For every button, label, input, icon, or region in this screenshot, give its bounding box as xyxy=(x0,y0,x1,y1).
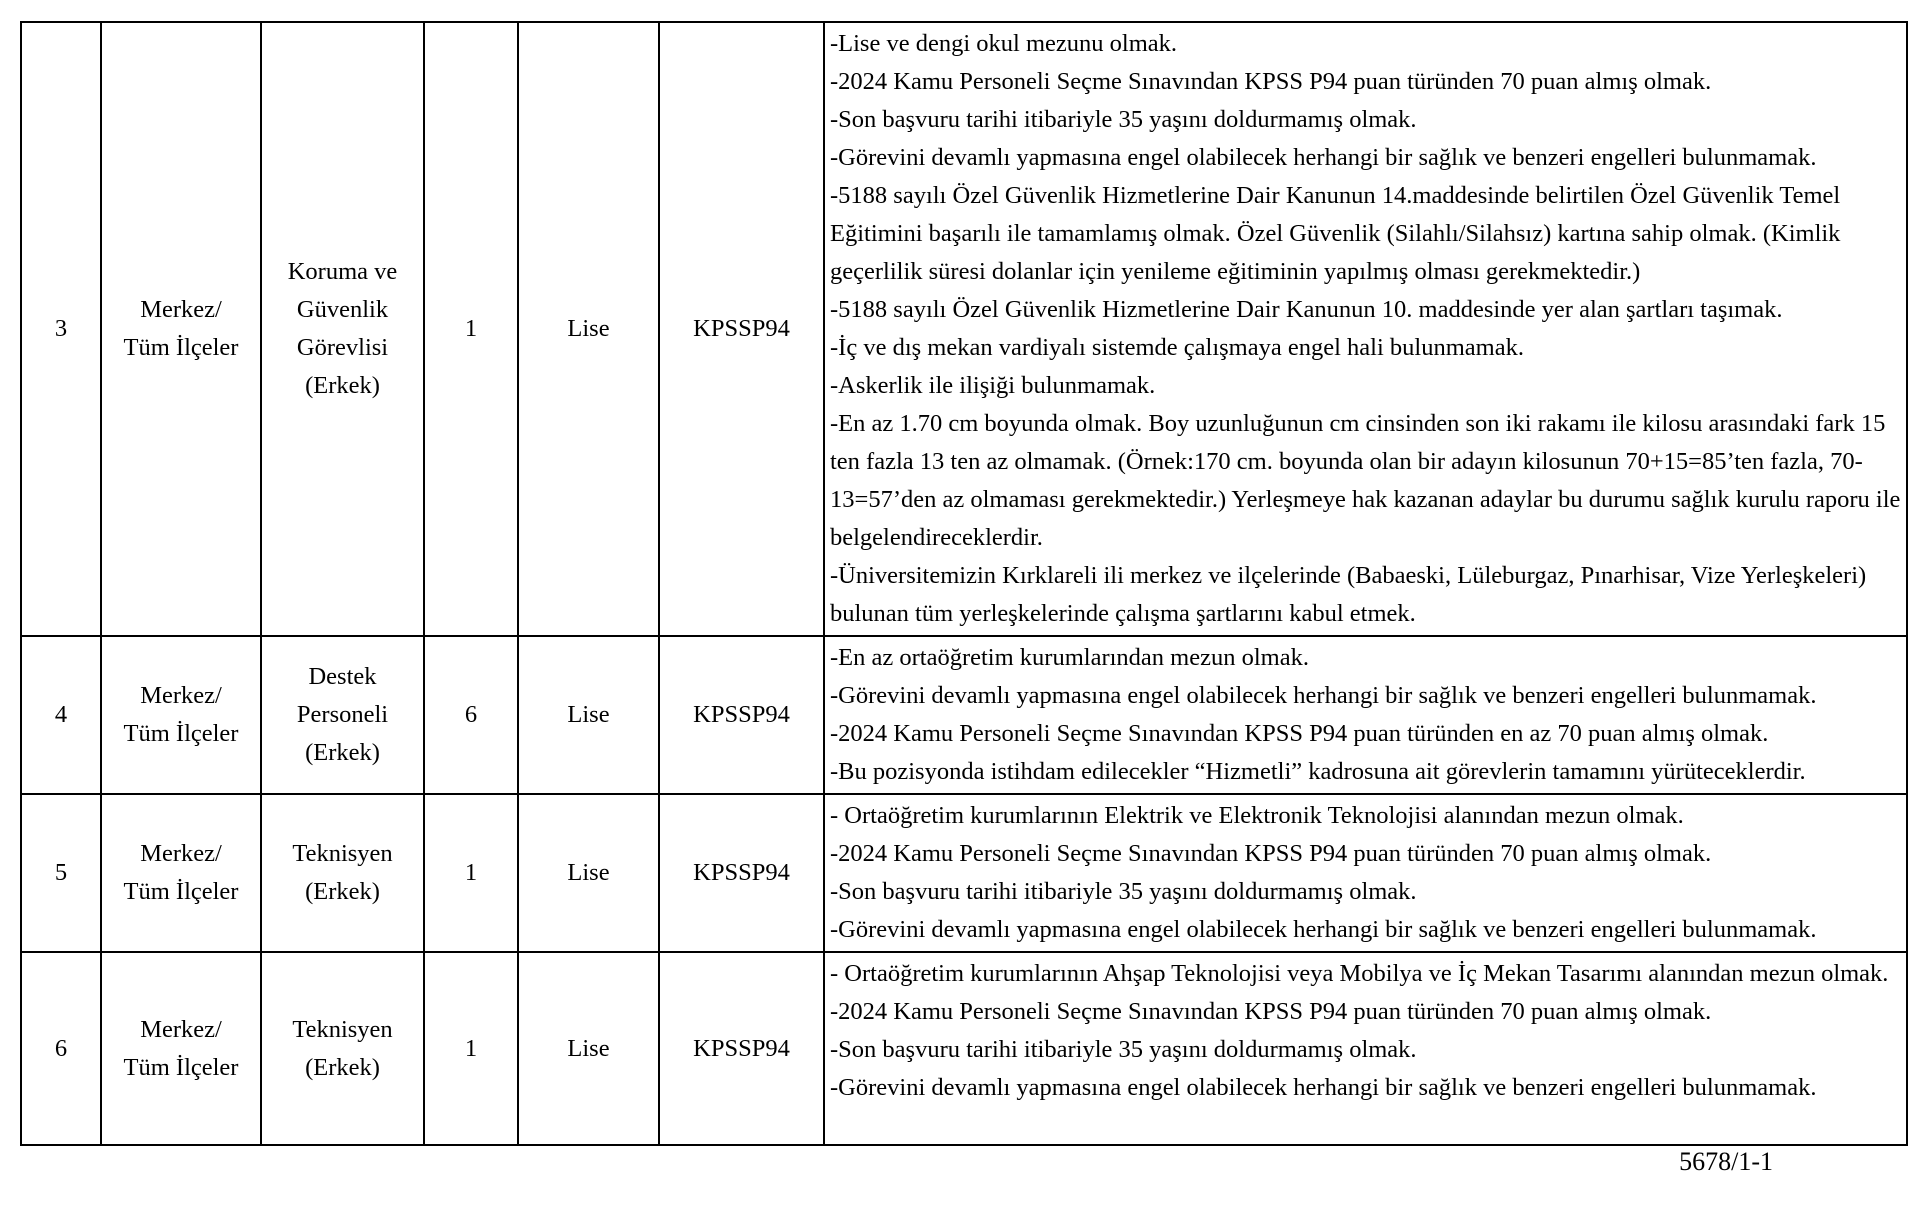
position-title-cell xyxy=(261,636,424,794)
location-cell xyxy=(101,952,261,1145)
location-cell xyxy=(101,636,261,794)
requirement-item: -Görevini devamlı yapmasına engel olabilecek herhangi bir sağlık ve benzeri engelleri bulunmamak. xyxy=(830,144,1817,171)
location-cell xyxy=(101,22,261,636)
position-title-line: (Erkek) xyxy=(305,739,380,766)
score-type: KPSSP94 xyxy=(659,952,824,1145)
position-title-line: Teknisyen xyxy=(292,840,393,867)
location-line: Merkez/ xyxy=(140,682,222,709)
requirements-cell xyxy=(824,794,1907,952)
requirement-item: -Görevini devamlı yapmasına engel olabilecek herhangi bir sağlık ve benzeri engelleri bulunmamak. xyxy=(830,916,1817,943)
position-title-line: (Erkek) xyxy=(305,878,380,905)
table-row xyxy=(21,22,1907,636)
requirement-item: - Ortaöğretim kurumlarının Ahşap Teknolojisi veya Mobilya ve İç Mekan Tasarımı alanından mezun olmak. xyxy=(830,960,1889,987)
table-row xyxy=(21,636,1907,794)
score-type: KPSSP94 xyxy=(659,22,824,636)
location-line: Merkez/ xyxy=(140,1015,222,1043)
requirement-item: -2024 Kamu Personeli Seçme Sınavından KPSS P94 puan türünden 70 puan almış olmak. xyxy=(830,68,1712,95)
requirement-item: -2024 Kamu Personeli Seçme Sınavından KPSS P94 puan türünden en az 70 puan almış olmak. xyxy=(830,720,1769,747)
location-line: Tüm İlçeler xyxy=(123,720,239,747)
position-title-line: Güvenlik xyxy=(296,296,389,323)
position-count: 1 xyxy=(424,794,518,952)
location-line: Tüm İlçeler xyxy=(123,334,239,361)
requirement-item: -2024 Kamu Personeli Seçme Sınavından KPSS P94 puan türünden 70 puan almış olmak. xyxy=(830,998,1712,1025)
position-title-line: Personeli xyxy=(296,701,389,728)
requirement-item: -En az 1.70 cm boyunda olmak. Boy uzunluğunun cm cinsinden son iki rakamı ile kilosu arasındaki fark 15 ten fazla 13 ten az olmamak. (Örnek:170 cm. boyunda olan bir adayın kilosunun 70+15=85’ten fazla, 70-13=57’den az olmaması gerekmektedir.) Yerleşmeye hak kazanan adaylar bu durumu sağlık kurulu raporu ile belgelendireceklerdir. xyxy=(830,410,1901,551)
position-title-cell xyxy=(261,952,424,1145)
requirements-cell xyxy=(824,22,1907,636)
requirement-item: -İç ve dış mekan vardiyalı sistemde çalışmaya engel hali bulunmamak. xyxy=(830,334,1524,361)
position-title-line: (Erkek) xyxy=(305,1053,380,1081)
table-row xyxy=(21,952,1907,1145)
education-level: Lise xyxy=(518,794,659,952)
requirement-item: -2024 Kamu Personeli Seçme Sınavından KPSS P94 puan türünden 70 puan almış olmak. xyxy=(830,840,1712,867)
position-number: 4 xyxy=(21,636,101,794)
position-count: 1 xyxy=(424,952,518,1145)
position-title-cell xyxy=(261,794,424,952)
requirement-item: -5188 sayılı Özel Güvenlik Hizmetlerine Dair Kanunun 14.maddesinde belirtilen Özel Güvenlik Temel Eğitimini başarılı ile tamamlamış olmak. Özel Güvenlik (Silahlı/Silahsız) kartına sahip olmak. (Kimlik geçerlilik süresi dolanlar için yenileme eğitiminin yapılmış olması gerekmektedir.) xyxy=(830,182,1841,285)
requirement-item: -Son başvuru tarihi itibariyle 35 yaşını doldurmamış olmak. xyxy=(830,1036,1417,1063)
score-type: KPSSP94 xyxy=(659,794,824,952)
score-type: KPSSP94 xyxy=(659,636,824,794)
requirement-item: -5188 sayılı Özel Güvenlik Hizmetlerine Dair Kanunun 10. maddesinde yer alan şartları taşımak. xyxy=(830,296,1783,323)
requirement-item: -Görevini devamlı yapmasına engel olabilecek herhangi bir sağlık ve benzeri engelleri bulunmamak. xyxy=(830,1074,1817,1101)
requirements-cell xyxy=(824,636,1907,794)
location-cell xyxy=(101,794,261,952)
position-count: 6 xyxy=(424,636,518,794)
requirement-item: -Son başvuru tarihi itibariyle 35 yaşını doldurmamış olmak. xyxy=(830,878,1417,905)
position-number: 5 xyxy=(21,794,101,952)
requirement-item: -Son başvuru tarihi itibariyle 35 yaşını doldurmamış olmak. xyxy=(830,106,1417,133)
requirement-item: -Lise ve dengi okul mezunu olmak. xyxy=(830,30,1177,57)
education-level: Lise xyxy=(518,952,659,1145)
position-title-line: (Erkek) xyxy=(305,372,380,399)
requirement-item: -Bu pozisyonda istihdam edilecekler “Hizmetli” kadrosuna ait görevlerin tamamını yürüteceklerdir. xyxy=(830,758,1806,785)
table-row xyxy=(21,794,1907,952)
position-count: 1 xyxy=(424,22,518,636)
education-level: Lise xyxy=(518,22,659,636)
location-line: Tüm İlçeler xyxy=(123,1053,239,1081)
position-number: 3 xyxy=(21,22,101,636)
job-positions-table xyxy=(20,21,1908,1146)
requirement-item: - Ortaöğretim kurumlarının Elektrik ve Elektronik Teknolojisi alanından mezun olmak. xyxy=(830,802,1684,829)
position-title-cell xyxy=(261,22,424,636)
location-line: Merkez/ xyxy=(140,840,222,867)
position-number: 6 xyxy=(21,952,101,1145)
location-line: Merkez/ xyxy=(140,296,222,323)
requirement-item: -Askerlik ile ilişiği bulunmamak. xyxy=(830,372,1156,399)
requirement-item: -En az ortaöğretim kurumlarından mezun olmak. xyxy=(830,644,1309,671)
requirement-item: -Görevini devamlı yapmasına engel olabilecek herhangi bir sağlık ve benzeri engelleri bulunmamak. xyxy=(830,682,1817,709)
position-title-line: Destek xyxy=(308,663,377,690)
requirements-cell xyxy=(824,952,1907,1145)
requirement-item: -Üniversitemizin Kırklareli ili merkez ve ilçelerinde (Babaeski, Lüleburgaz, Pınarhisar, Vize Yerleşkeleri) bulunan tüm yerleşkelerinde çalışma şartlarını kabul etmek. xyxy=(830,562,1867,627)
location-line: Tüm İlçeler xyxy=(123,878,239,905)
position-title-line: Koruma ve xyxy=(287,258,398,285)
position-title-line: Teknisyen xyxy=(292,1015,393,1043)
position-title-line: Görevlisi xyxy=(296,334,389,361)
education-level: Lise xyxy=(518,636,659,794)
document-code: 5678/1-1 xyxy=(1679,1147,1773,1176)
